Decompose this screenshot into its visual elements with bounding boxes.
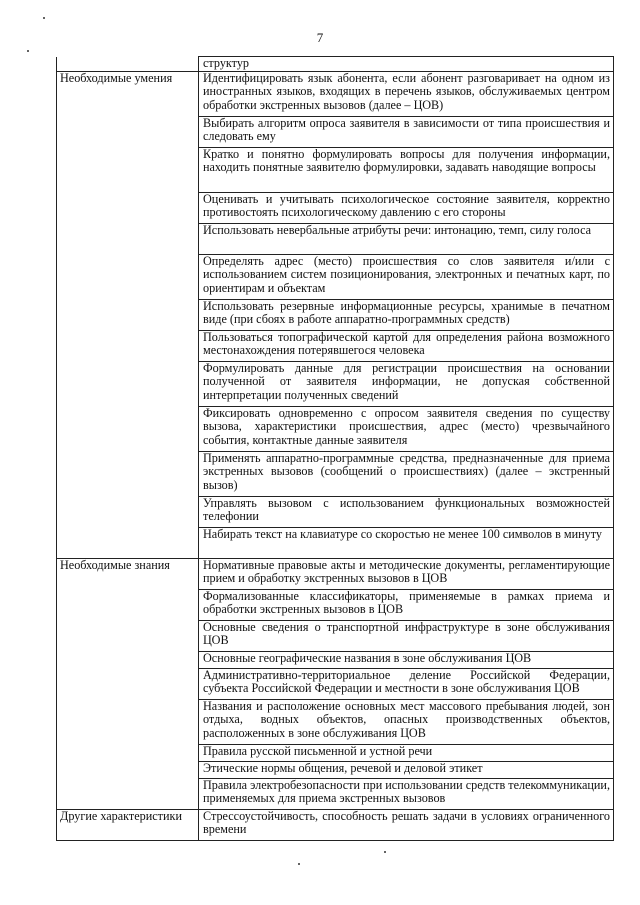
category-cell [57, 761, 199, 778]
category-cell [57, 699, 199, 744]
category-cell: Необходимые умения [57, 71, 199, 116]
requirement-cell: Кратко и понятно формулировать вопросы для получения информации, находить понятные заявителю формулировки, задавать наводящие вопросы [199, 147, 614, 192]
table-row [57, 299, 614, 330]
requirement-cell: Формулировать данные для регистрации происшествия на основании полученной от заявителя информации, не допуская собственной интерпретации полученных сведений [199, 361, 614, 406]
requirement-cell: Использовать резервные информационные ресурсы, хранимые в печатном виде (при сбоях в работе аппаратно-программных средств) [199, 299, 614, 330]
category-cell [57, 192, 199, 223]
requirement-cell: Основные сведения о транспортной инфраструктуре в зоне обслуживания ЦОВ [199, 620, 614, 651]
requirement-cell: Выбирать алгоритм опроса заявителя в зависимости от типа происшествия и следовать ему [199, 116, 614, 147]
table-row [57, 116, 614, 147]
category-cell [57, 744, 199, 761]
requirement-cell: Формализованные классификаторы, применяемые в рамках приема и обработки экстренных вызовов в ЦОВ [199, 589, 614, 620]
category-cell [57, 57, 199, 72]
table-row [57, 406, 614, 451]
requirement-cell: Набирать текст на клавиатуре со скоростью не менее 100 символов в минуту [199, 527, 614, 558]
category-cell [57, 778, 199, 809]
table-row [57, 192, 614, 223]
scan-speck [27, 50, 29, 52]
category-cell [57, 589, 199, 620]
category-cell [57, 299, 199, 330]
table-row [57, 330, 614, 361]
table-row [57, 223, 614, 254]
requirement-cell: Названия и расположение основных мест массового пребывания людей, зон отдыха, водных объектов, опасных производственных объектов, расположенных в зоне обслуживания ЦОВ [199, 699, 614, 744]
category-cell [57, 406, 199, 451]
requirement-cell: Правила русской письменной и устной речи [199, 744, 614, 761]
requirement-cell: Применять аппаратно-программные средства, предназначенные для приема экстренных вызовов (сообщений о происшествиях) (далее – экстренный вызов) [199, 451, 614, 496]
requirements-table-body [57, 57, 614, 841]
table-row [57, 558, 614, 589]
page-number: 7 [316, 30, 324, 45]
scan-speck [43, 17, 45, 19]
category-cell [57, 651, 199, 668]
requirement-cell: Использовать невербальные атрибуты речи: интонацию, темп, силу голоса [199, 223, 614, 254]
requirement-cell: Нормативные правовые акты и методические документы, регламентирующие прием и обработку экстренных вызовов в ЦОВ [199, 558, 614, 589]
table-row [57, 778, 614, 809]
category-cell [57, 668, 199, 699]
requirement-cell: Управлять вызовом с использованием функциональных возможностей телефонии [199, 496, 614, 527]
table-row [57, 761, 614, 778]
table-row [57, 451, 614, 496]
table-row [57, 668, 614, 699]
table-row [57, 254, 614, 299]
category-cell [57, 116, 199, 147]
requirement-cell: Фиксировать одновременно с опросом заявителя сведения по существу вызова, характеристики происшествия, адрес (место) чрезвычайного события, контактные данные заявителя [199, 406, 614, 451]
category-cell [57, 223, 199, 254]
table-row [57, 744, 614, 761]
table-row [57, 620, 614, 651]
category-cell [57, 147, 199, 192]
requirement-cell: Стрессоустойчивость, способность решать задачи в условиях ограниченного времени [199, 809, 614, 840]
category-cell: Другие характеристики [57, 809, 199, 840]
requirement-cell: Правила электробезопасности при использовании средств телекоммуникации, применяемых для приема экстренных вызовов [199, 778, 614, 809]
requirements-table [56, 56, 614, 841]
category-cell [57, 496, 199, 527]
table-row [57, 699, 614, 744]
category-cell [57, 620, 199, 651]
table-row [57, 496, 614, 527]
table-row [57, 527, 614, 558]
category-cell [57, 330, 199, 361]
table-row [57, 57, 614, 72]
table-row [57, 589, 614, 620]
requirement-cell: Пользоваться топографической картой для определения района возможного местонахождения потерявшегося человека [199, 330, 614, 361]
category-cell: Необходимые знания [57, 558, 199, 589]
requirement-cell: Основные географические названия в зоне обслуживания ЦОВ [199, 651, 614, 668]
scan-speck [384, 851, 386, 853]
table-row [57, 809, 614, 840]
requirement-cell: структур [199, 57, 614, 72]
table-row [57, 147, 614, 192]
category-cell [57, 527, 199, 558]
scan-speck [298, 863, 300, 865]
table-row [57, 71, 614, 116]
requirement-cell: Определять адрес (место) происшествия со слов заявителя и/или с использованием систем позиционирования, электронных и печатных карт, по ориентирам и объектам [199, 254, 614, 299]
category-cell [57, 361, 199, 406]
table-row [57, 361, 614, 406]
requirement-cell: Этические нормы общения, речевой и деловой этикет [199, 761, 614, 778]
requirement-cell: Оценивать и учитывать психологическое состояние заявителя, корректно противостоять психологическому давлению с его стороны [199, 192, 614, 223]
category-cell [57, 254, 199, 299]
category-cell [57, 451, 199, 496]
requirement-cell: Идентифицировать язык абонента, если абонент разговаривает на одном из иностранных языков, входящих в перечень языков, обслуживаемых центром обработки экстренных вызовов (далее – ЦОВ) [199, 71, 614, 116]
requirement-cell: Административно-территориальное деление Российской Федерации, субъекта Российской Федерации и местности в зоне обслуживания ЦОВ [199, 668, 614, 699]
table-row [57, 651, 614, 668]
